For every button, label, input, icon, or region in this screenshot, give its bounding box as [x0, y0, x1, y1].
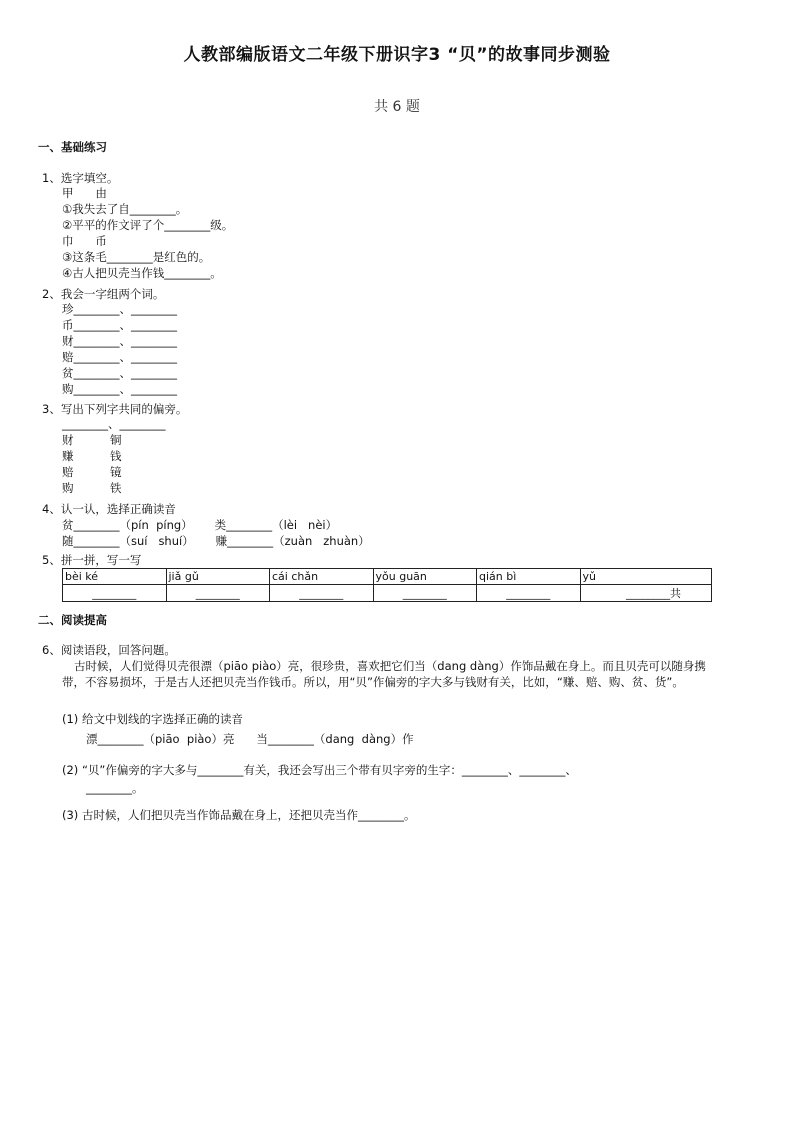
- answer-row: [63, 585, 712, 602]
- question-1-stem: 1、选字填空。: [42, 171, 119, 185]
- pinyin-cell: cái chǎn: [270, 569, 374, 585]
- answer-cell[interactable]: ________: [270, 585, 374, 602]
- answer-cell[interactable]: ________: [166, 585, 270, 602]
- q3-line: 赔 镜: [62, 465, 122, 479]
- pinyin-cell: qián bì: [477, 569, 581, 585]
- sub-question-3-label: (3) 古时候，人们把贝壳当作饰品戴在身上，还把贝壳当作________。: [62, 808, 416, 822]
- sub-question-1-answer: 漂________（piāo piào）亮 当________（dang dàng）作: [86, 732, 414, 746]
- q1-line: ①我失去了自________。: [62, 202, 188, 216]
- question-4-body: [62, 517, 370, 549]
- answer-cell[interactable]: ________: [477, 585, 581, 602]
- q2-line: 财________、________: [62, 334, 177, 348]
- q3-line: 购 铁: [62, 481, 122, 495]
- sub-question-2-answer: ________。: [86, 781, 144, 795]
- sub-question-1-label: (1) 给文中划线的字选择正确的读音: [62, 712, 243, 726]
- question-2-body: [62, 301, 177, 397]
- q2-line: 币________、________: [62, 318, 177, 332]
- q4-line: 随________（suí shuí） 赚________（zuàn zhuàn）: [62, 534, 370, 548]
- question-4-stem: 4、认一认，选择正确读音: [42, 502, 176, 516]
- answer-cell[interactable]: ________: [373, 585, 477, 602]
- q2-line: 贫________、________: [62, 366, 177, 380]
- section-heading-basic: 一、基础练习: [38, 140, 107, 154]
- answer-cell[interactable]: ________: [63, 585, 167, 602]
- q1-line: ③这条毛________是红色的。: [62, 250, 211, 264]
- q1-line: 巾 币: [62, 234, 107, 248]
- question-6-stem: 6、阅读语段，回答问题。: [42, 643, 176, 657]
- question-5-stem: 5、拼一拼，写一写: [42, 553, 142, 567]
- q2-line: 购________、________: [62, 382, 177, 396]
- pinyin-row: [63, 569, 712, 585]
- question-count: 共 6 题: [374, 99, 420, 115]
- q2-line: 珍________、________: [62, 302, 177, 316]
- question-2-stem: 2、我会一字组两个词。: [42, 287, 165, 301]
- question-3-body: [62, 416, 166, 496]
- q3-line: 赚 钱: [62, 449, 122, 463]
- question-1-body: [62, 185, 233, 281]
- page-title: 人教部编版语文二年级下册识字3 “贝”的故事同步测验: [183, 45, 611, 65]
- q2-line: 赔________、________: [62, 350, 177, 364]
- sub-question-2-label: (2) “贝”作偏旁的字大多与________有关，我还会写出三个带有贝字旁的生字：________、________、: [62, 763, 577, 777]
- reading-passage: 古时候，人们觉得贝壳很漂（piāo piào）亮，很珍贵，喜欢把它们当（dang dàng）作饰品戴在身上。而且贝壳可以随身携带，不容易损坏，于是古人还把贝壳当作钱币。所以，用“贝”作偏旁的字大多与钱财有关，比如，“赚、赔、购、贫、货”。: [62, 659, 706, 689]
- q1-line: 甲 由: [62, 186, 107, 200]
- q4-line: 贫________（pín píng） 类________（lèi nèi）: [62, 518, 338, 532]
- section-heading-reading: 二、阅读提高: [38, 613, 107, 627]
- q3-line: ________、________: [62, 417, 166, 431]
- pinyin-table: [62, 568, 712, 602]
- answer-cell[interactable]: ________共: [580, 585, 712, 602]
- pinyin-cell: bèi ké: [63, 569, 167, 585]
- pinyin-cell: jiǎ gǔ: [166, 569, 270, 585]
- q3-line: 财 铜: [62, 433, 122, 447]
- q1-line: ②平平的作文评了个________级。: [62, 218, 234, 232]
- pinyin-cell: yǒu guān: [373, 569, 477, 585]
- question-3-stem: 3、写出下列字共同的偏旁。: [42, 402, 188, 416]
- pinyin-cell: yǔ: [580, 569, 712, 585]
- q1-line: ④古人把贝壳当作钱________。: [62, 266, 222, 280]
